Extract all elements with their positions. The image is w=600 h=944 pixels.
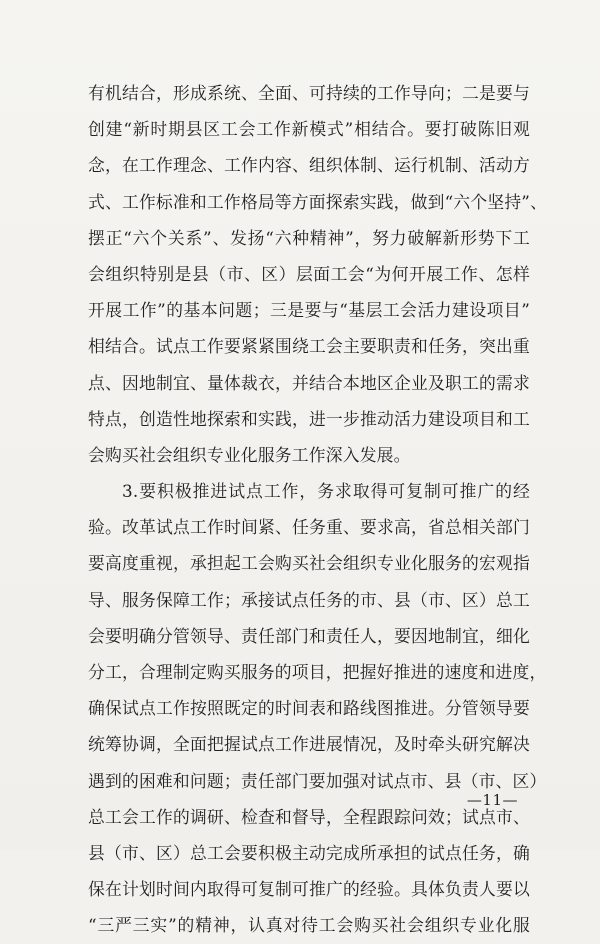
text-line: 3.要积极推进试点工作，务求取得可复制可推广的经 (122, 481, 530, 502)
text-line: 式、工作标准和工作格局等方面探索实践，做到“六个坚持”、 (88, 191, 548, 212)
text-line: 会组织特别是县（市、区）层面工会“为何开展工作、怎样 (88, 263, 530, 284)
text-line: 特点，创造性地探索和实践，进一步推动活力建设项目和工 (88, 408, 530, 429)
text-line: 点、因地制宜、量体裁衣，并结合本地区企业及职工的需求 (88, 372, 530, 393)
text-line: 会购买社会组织专业化服务工作深入发展。 (88, 444, 411, 465)
text-line: 统筹协调，全面把握试点工作进展情况，及时牵头研究解决 (88, 734, 530, 755)
page-footer (0, 788, 600, 812)
text-line: 保在计划时间内取得可复制可推广的经验。具体负责人要以 (88, 879, 530, 900)
text-line: 开展工作”的基本问题；三是要与“基层工会活力建设项目” (88, 300, 530, 321)
text-line: 分工，合理制定购买服务的项目，把握好推进的速度和进度， (88, 662, 547, 682)
text-line: 确保试点工作按照既定的时间表和路线图推进。分管领导要 (88, 698, 530, 719)
text-line: 有机结合，形成系统、全面、可持续的工作导向；二是要与 (88, 83, 530, 103)
text-line: 会要明确分管领导、责任部门和责任人，要因地制宜，细化 (88, 625, 530, 646)
text-line: “三严三实”的精神，认真对待工会购买社会组织专业化服 (88, 915, 530, 936)
paragraph-2 (88, 473, 547, 943)
text-line: 遇到的困难和问题；责任部门要加强对试点市、县（市、区） (88, 770, 547, 791)
text-line: 验。改革试点工作时间紧、任务重、要求高，省总相关部门 (88, 517, 530, 538)
text-line: 念，在工作理念、工作内容、组织体制、运行机制、活动方 (88, 155, 530, 176)
text-line: 摆正“六个关系”、发扬“六种精神”，努力破解新形势下工 (88, 227, 530, 248)
text-line: 导、服务保障工作；承接试点任务的市、县（市、区）总工 (88, 589, 530, 610)
page-number: —11— (466, 791, 518, 809)
paragraph-1 (88, 75, 548, 473)
document-body (88, 75, 548, 944)
text-line: 要高度重视，承担起工会购买社会组织专业化服务的宏观指 (88, 553, 530, 574)
text-line: 总工会工作的调研、检查和督导，全程跟踪问效；试点市、 (88, 806, 530, 827)
text-line: 相结合。试点工作要紧紧围绕工会主要职责和任务，突出重 (88, 336, 530, 357)
text-line: 创建“新时期县区工会工作新模式”相结合。要打破陈旧观 (88, 119, 530, 140)
text-line: 县（市、区）总工会要积极主动完成所承担的试点任务，确 (88, 842, 530, 863)
